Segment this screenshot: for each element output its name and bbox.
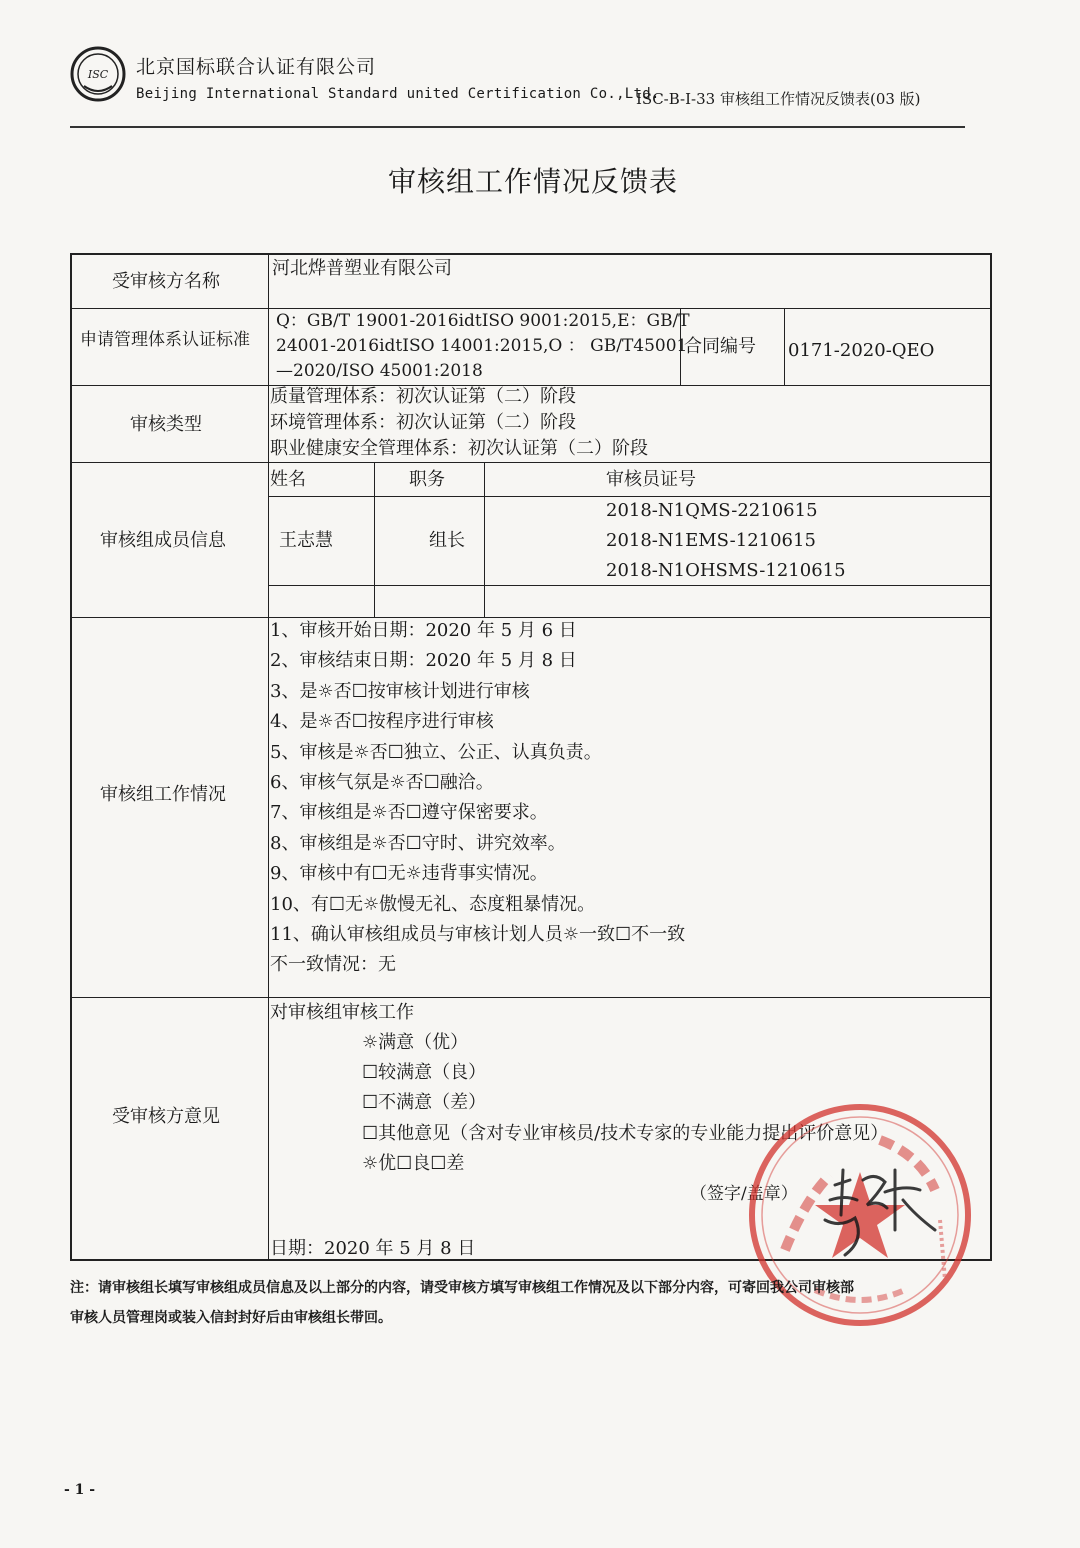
- logo-text: ISC: [87, 68, 109, 81]
- footnote-line: 注：请审核组长填写审核组成员信息及以上部分的内容，请受审核方填写审核组工作情况及以下部分内容，可寄回我公司审核部: [70, 1280, 854, 1296]
- opinion-label: 受审核方意见: [112, 1106, 220, 1127]
- work-item: 9、审核中有☐无☼违背事实情况。: [270, 863, 548, 884]
- members-header-cert: 审核员证号: [606, 469, 696, 490]
- work-label: 审核组工作情况: [100, 784, 226, 805]
- contract-label: 合同编号: [684, 336, 756, 357]
- column-divider: [784, 308, 785, 385]
- opinion-item: ☐较满意（良）: [362, 1062, 487, 1083]
- work-item: 2、审核结束日期：2020 年 5 月 8 日: [270, 650, 577, 671]
- opinion-item: ☐不满意（差）: [362, 1092, 487, 1113]
- work-item: 不一致情况：无: [270, 954, 396, 975]
- work-item: 8、审核组是☼否☐守时、讲究效率。: [270, 833, 566, 854]
- footnote-line: 审核人员管理岗或装入信封封好后由审核组长带回。: [70, 1310, 392, 1326]
- members-header-role: 职务: [409, 469, 445, 490]
- work-item: 3、是☼否☐按审核计划进行审核: [270, 681, 530, 702]
- column-divider: [268, 255, 269, 1259]
- members-header-name: 姓名: [270, 469, 306, 490]
- work-item: 1、审核开始日期：2020 年 5 月 6 日: [270, 620, 577, 641]
- member-name: 王志慧: [279, 530, 333, 551]
- work-item: 11、确认审核组成员与审核计划人员☼一致☐不一致: [270, 924, 686, 945]
- row-divider: [72, 462, 990, 463]
- audit-type-line: 环境管理体系：初次认证第（二）阶段: [270, 412, 576, 433]
- isc-logo-icon: [70, 46, 126, 102]
- column-divider: [374, 462, 375, 617]
- work-item: 5、审核是☼否☐独立、公正、认真负责。: [270, 742, 602, 763]
- page-number: - 1 -: [64, 1482, 96, 1498]
- work-item: 4、是☼否☐按程序进行审核: [270, 711, 494, 732]
- feedback-form-table: [70, 253, 992, 1261]
- standard-label: 申请管理体系认证标准: [80, 330, 250, 350]
- footnote: [70, 1273, 995, 1333]
- row-divider: [268, 585, 990, 586]
- standard-line: 24001-2016idtISO 14001:2015,O ： GB/T45001: [276, 336, 688, 356]
- audit-type-line: 质量管理体系：初次认证第（二）阶段: [270, 386, 576, 407]
- opinion-item: ☼满意（优）: [362, 1032, 469, 1053]
- work-item: 6、审核气氛是☼否☐融洽。: [270, 772, 494, 793]
- row-divider: [72, 997, 990, 998]
- auditee-label: 受审核方名称: [112, 271, 220, 292]
- work-item: 7、审核组是☼否☐遵守保密要求。: [270, 802, 548, 823]
- member-role: 组长: [429, 530, 465, 551]
- company-name-en: Beijing International Standard united Certification Co.,Ltd.: [136, 86, 660, 102]
- column-divider: [484, 462, 485, 617]
- row-divider: [72, 617, 990, 618]
- opinion-item: ☐其他意见（含对专业审核员/技术专家的专业能力提出评价意见）: [362, 1123, 889, 1144]
- company-name-cn: 北京国标联合认证有限公司: [136, 56, 377, 78]
- standard-line: Q：GB/T 19001-2016idtISO 9001:2015,E：GB/T: [276, 311, 690, 331]
- row-divider: [72, 308, 990, 309]
- form-code: ISC-B-I-33 审核组工作情况反馈表(03 版): [636, 90, 921, 108]
- member-cert: 2018-N1EMS-1210615: [606, 530, 816, 551]
- auditee-value: 河北烨普塑业有限公司: [272, 258, 452, 279]
- opinion-date: 日期：2020 年 5 月 8 日: [270, 1238, 476, 1259]
- header-divider: [70, 126, 965, 128]
- contract-value: 0171-2020-QEO: [788, 340, 935, 361]
- opinion-intro: 对审核组审核工作: [270, 1002, 414, 1023]
- audit-type-label: 审核类型: [130, 414, 202, 435]
- opinion-item: ☼优☐良☐差: [362, 1153, 465, 1174]
- standard-line: —2020/ISO 45001:2018: [276, 361, 483, 381]
- member-cert: 2018-N1QMS-2210615: [606, 500, 818, 521]
- row-divider: [268, 496, 990, 497]
- audit-type-line: 职业健康安全管理体系：初次认证第（二）阶段: [270, 438, 648, 459]
- document-title: 审核组工作情况反馈表: [387, 165, 678, 198]
- work-item: 10、有☐无☼傲慢无礼、态度粗暴情况。: [270, 894, 596, 915]
- members-label: 审核组成员信息: [100, 530, 226, 551]
- signature-label: （签字/盖章）: [690, 1184, 798, 1204]
- member-cert: 2018-N1OHSMS-1210615: [606, 560, 846, 581]
